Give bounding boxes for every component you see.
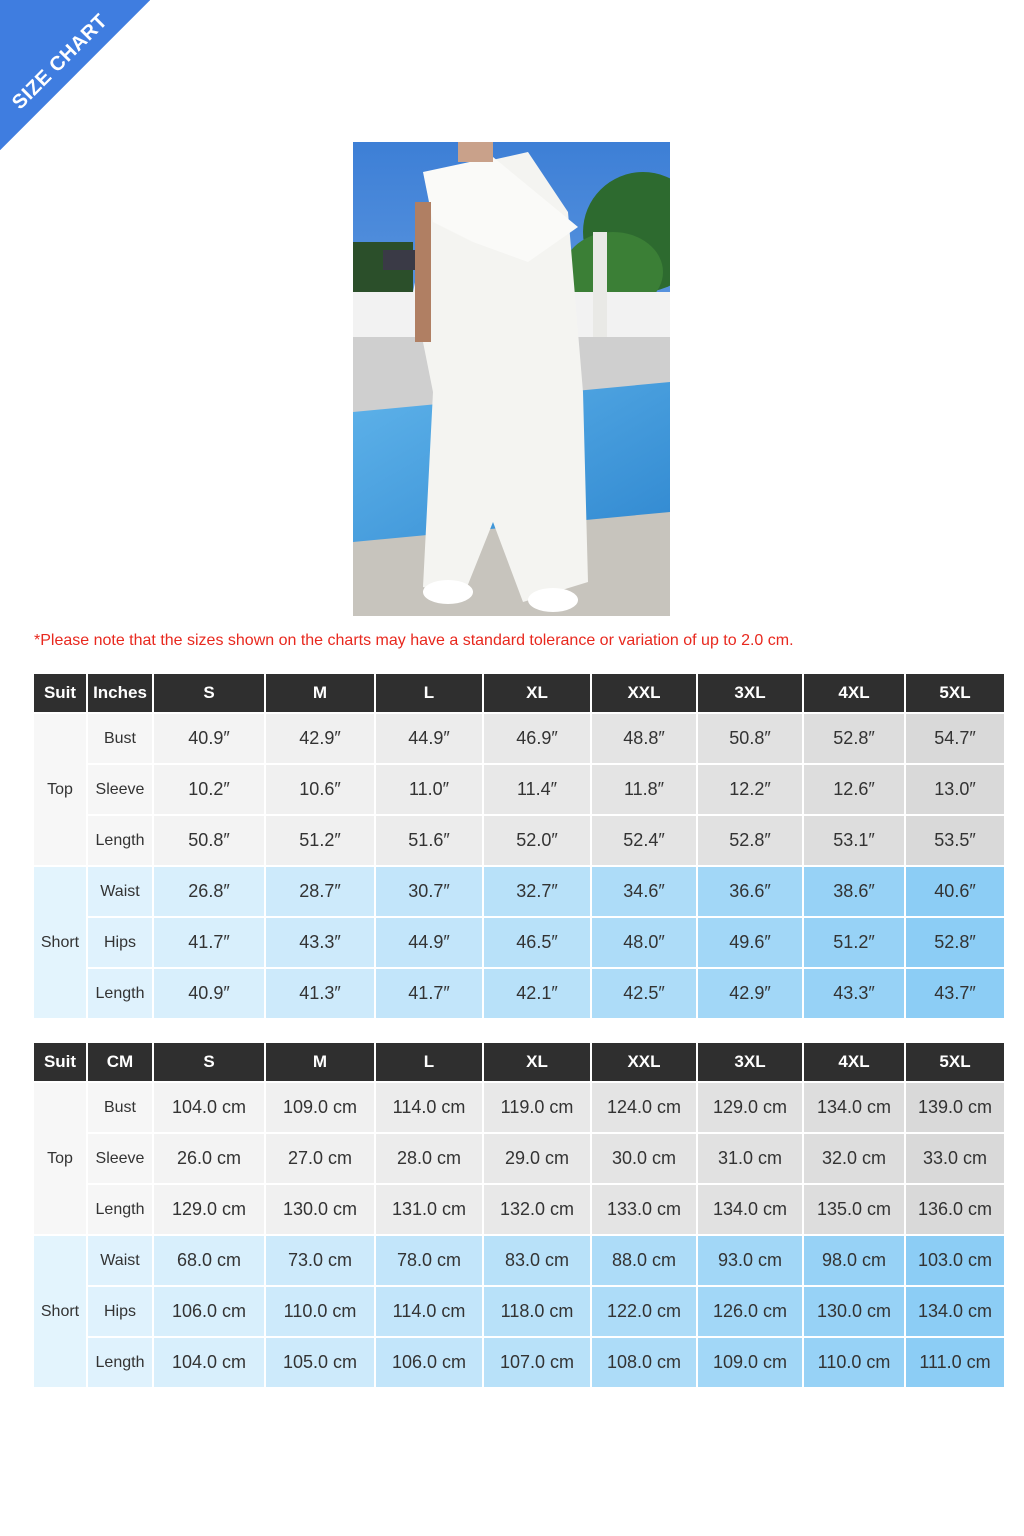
size-value: 51.2″ <box>266 816 374 865</box>
size-header-5xl: 5XL <box>906 674 1004 712</box>
size-value: 105.0 cm <box>266 1338 374 1387</box>
size-value: 98.0 cm <box>804 1236 904 1285</box>
suit-group-short: Short <box>34 867 86 1018</box>
size-value: 93.0 cm <box>698 1236 802 1285</box>
size-value: 10.6″ <box>266 765 374 814</box>
size-value: 42.9″ <box>698 969 802 1018</box>
size-value: 108.0 cm <box>592 1338 696 1387</box>
size-value: 73.0 cm <box>266 1236 374 1285</box>
table-row <box>34 1134 1004 1183</box>
size-value: 52.4″ <box>592 816 696 865</box>
size-value: 68.0 cm <box>154 1236 264 1285</box>
size-value: 36.6″ <box>698 867 802 916</box>
table-row <box>34 765 1004 814</box>
size-value: 53.5″ <box>906 816 1004 865</box>
size-value: 109.0 cm <box>698 1338 802 1387</box>
size-value: 88.0 cm <box>592 1236 696 1285</box>
measurement-label: Length <box>88 969 152 1018</box>
size-value: 106.0 cm <box>154 1287 264 1336</box>
size-value: 53.1″ <box>804 816 904 865</box>
size-value: 118.0 cm <box>484 1287 590 1336</box>
size-value: 107.0 cm <box>484 1338 590 1387</box>
size-value: 134.0 cm <box>698 1185 802 1234</box>
size-value: 32.0 cm <box>804 1134 904 1183</box>
size-value: 129.0 cm <box>154 1185 264 1234</box>
measurement-label: Sleeve <box>88 1134 152 1183</box>
size-value: 124.0 cm <box>592 1083 696 1132</box>
size-value: 134.0 cm <box>906 1287 1004 1336</box>
size-value: 52.8″ <box>906 918 1004 967</box>
size-value: 11.8″ <box>592 765 696 814</box>
table-row <box>34 867 1004 916</box>
size-value: 43.3″ <box>804 969 904 1018</box>
size-value: 28.7″ <box>266 867 374 916</box>
measurement-label: Waist <box>88 867 152 916</box>
size-header-3xl: 3XL <box>698 674 802 712</box>
size-value: 130.0 cm <box>266 1185 374 1234</box>
size-value: 41.3″ <box>266 969 374 1018</box>
size-header-s: S <box>154 1043 264 1081</box>
size-value: 29.0 cm <box>484 1134 590 1183</box>
size-value: 126.0 cm <box>698 1287 802 1336</box>
size-value: 139.0 cm <box>906 1083 1004 1132</box>
size-value: 119.0 cm <box>484 1083 590 1132</box>
suit-group-short: Short <box>34 1236 86 1387</box>
size-value: 38.6″ <box>804 867 904 916</box>
size-value: 110.0 cm <box>266 1287 374 1336</box>
measurement-label: Bust <box>88 1083 152 1132</box>
size-value: 26.0 cm <box>154 1134 264 1183</box>
measurement-label: Length <box>88 1338 152 1387</box>
table-row <box>34 1083 1004 1132</box>
product-photo-illustration <box>353 142 670 616</box>
size-value: 34.6″ <box>592 867 696 916</box>
size-value: 30.7″ <box>376 867 482 916</box>
size-value: 51.2″ <box>804 918 904 967</box>
table-row <box>34 918 1004 967</box>
size-value: 131.0 cm <box>376 1185 482 1234</box>
table-row <box>34 1185 1004 1234</box>
size-value: 133.0 cm <box>592 1185 696 1234</box>
size-value: 104.0 cm <box>154 1083 264 1132</box>
unit-header: Inches <box>88 674 152 712</box>
size-value: 43.3″ <box>266 918 374 967</box>
size-value: 48.8″ <box>592 714 696 763</box>
size-header-m: M <box>266 1043 374 1081</box>
size-value: 11.4″ <box>484 765 590 814</box>
cm-size-table <box>32 1041 1006 1389</box>
size-value: 52.0″ <box>484 816 590 865</box>
size-value: 41.7″ <box>376 969 482 1018</box>
suit-group-top: Top <box>34 714 86 865</box>
product-photo <box>353 142 670 616</box>
size-header-4xl: 4XL <box>804 1043 904 1081</box>
size-chart-badge <box>0 0 150 150</box>
size-value: 42.5″ <box>592 969 696 1018</box>
size-value: 11.0″ <box>376 765 482 814</box>
size-value: 129.0 cm <box>698 1083 802 1132</box>
size-value: 104.0 cm <box>154 1338 264 1387</box>
table-row <box>34 969 1004 1018</box>
size-value: 114.0 cm <box>376 1083 482 1132</box>
size-value: 33.0 cm <box>906 1134 1004 1183</box>
size-value: 31.0 cm <box>698 1134 802 1183</box>
size-value: 50.8″ <box>698 714 802 763</box>
size-header-3xl: 3XL <box>698 1043 802 1081</box>
measurement-label: Hips <box>88 1287 152 1336</box>
size-value: 135.0 cm <box>804 1185 904 1234</box>
size-value: 136.0 cm <box>906 1185 1004 1234</box>
size-value: 41.7″ <box>154 918 264 967</box>
table-row <box>34 816 1004 865</box>
size-value: 109.0 cm <box>266 1083 374 1132</box>
size-header-l: L <box>376 674 482 712</box>
size-value: 13.0″ <box>906 765 1004 814</box>
suit-header: Suit <box>34 674 86 712</box>
size-value: 106.0 cm <box>376 1338 482 1387</box>
size-value: 30.0 cm <box>592 1134 696 1183</box>
size-value: 110.0 cm <box>804 1338 904 1387</box>
measurement-label: Length <box>88 816 152 865</box>
measurement-label: Length <box>88 1185 152 1234</box>
size-value: 42.9″ <box>266 714 374 763</box>
measurement-label: Sleeve <box>88 765 152 814</box>
size-value: 44.9″ <box>376 714 482 763</box>
suit-group-top: Top <box>34 1083 86 1234</box>
size-value: 42.1″ <box>484 969 590 1018</box>
header-row <box>34 1043 1004 1081</box>
size-value: 26.8″ <box>154 867 264 916</box>
tolerance-note: *Please note that the sizes shown on the charts may have a standard tolerance or variation of up to 2.0 cm. <box>34 632 794 649</box>
size-header-xxl: XXL <box>592 674 696 712</box>
size-value: 132.0 cm <box>484 1185 590 1234</box>
size-value: 40.6″ <box>906 867 1004 916</box>
size-header-xxl: XXL <box>592 1043 696 1081</box>
measurement-label: Waist <box>88 1236 152 1285</box>
size-value: 134.0 cm <box>804 1083 904 1132</box>
size-value: 10.2″ <box>154 765 264 814</box>
measurement-label: Hips <box>88 918 152 967</box>
size-header-m: M <box>266 674 374 712</box>
size-value: 114.0 cm <box>376 1287 482 1336</box>
table-row <box>34 1236 1004 1285</box>
size-value: 50.8″ <box>154 816 264 865</box>
header-row <box>34 674 1004 712</box>
suit-header: Suit <box>34 1043 86 1081</box>
size-value: 51.6″ <box>376 816 482 865</box>
size-value: 48.0″ <box>592 918 696 967</box>
size-value: 122.0 cm <box>592 1287 696 1336</box>
size-header-s: S <box>154 674 264 712</box>
size-value: 12.6″ <box>804 765 904 814</box>
size-header-l: L <box>376 1043 482 1081</box>
size-value: 46.9″ <box>484 714 590 763</box>
size-header-xl: XL <box>484 674 590 712</box>
size-value: 44.9″ <box>376 918 482 967</box>
size-value: 40.9″ <box>154 714 264 763</box>
size-value: 78.0 cm <box>376 1236 482 1285</box>
size-value: 52.8″ <box>804 714 904 763</box>
size-header-4xl: 4XL <box>804 674 904 712</box>
measurement-label: Bust <box>88 714 152 763</box>
size-value: 52.8″ <box>698 816 802 865</box>
table-row <box>34 1338 1004 1387</box>
size-value: 32.7″ <box>484 867 590 916</box>
table-row <box>34 714 1004 763</box>
size-value: 12.2″ <box>698 765 802 814</box>
size-value: 54.7″ <box>906 714 1004 763</box>
size-header-xl: XL <box>484 1043 590 1081</box>
size-value: 27.0 cm <box>266 1134 374 1183</box>
size-value: 103.0 cm <box>906 1236 1004 1285</box>
inches-size-table <box>32 672 1006 1020</box>
size-value: 49.6″ <box>698 918 802 967</box>
badge-label: SIZE CHART <box>0 0 150 150</box>
size-value: 40.9″ <box>154 969 264 1018</box>
size-value: 43.7″ <box>906 969 1004 1018</box>
size-value: 46.5″ <box>484 918 590 967</box>
table-row <box>34 1287 1004 1336</box>
unit-header: CM <box>88 1043 152 1081</box>
size-value: 83.0 cm <box>484 1236 590 1285</box>
size-value: 28.0 cm <box>376 1134 482 1183</box>
size-value: 130.0 cm <box>804 1287 904 1336</box>
size-value: 111.0 cm <box>906 1338 1004 1387</box>
size-header-5xl: 5XL <box>906 1043 1004 1081</box>
